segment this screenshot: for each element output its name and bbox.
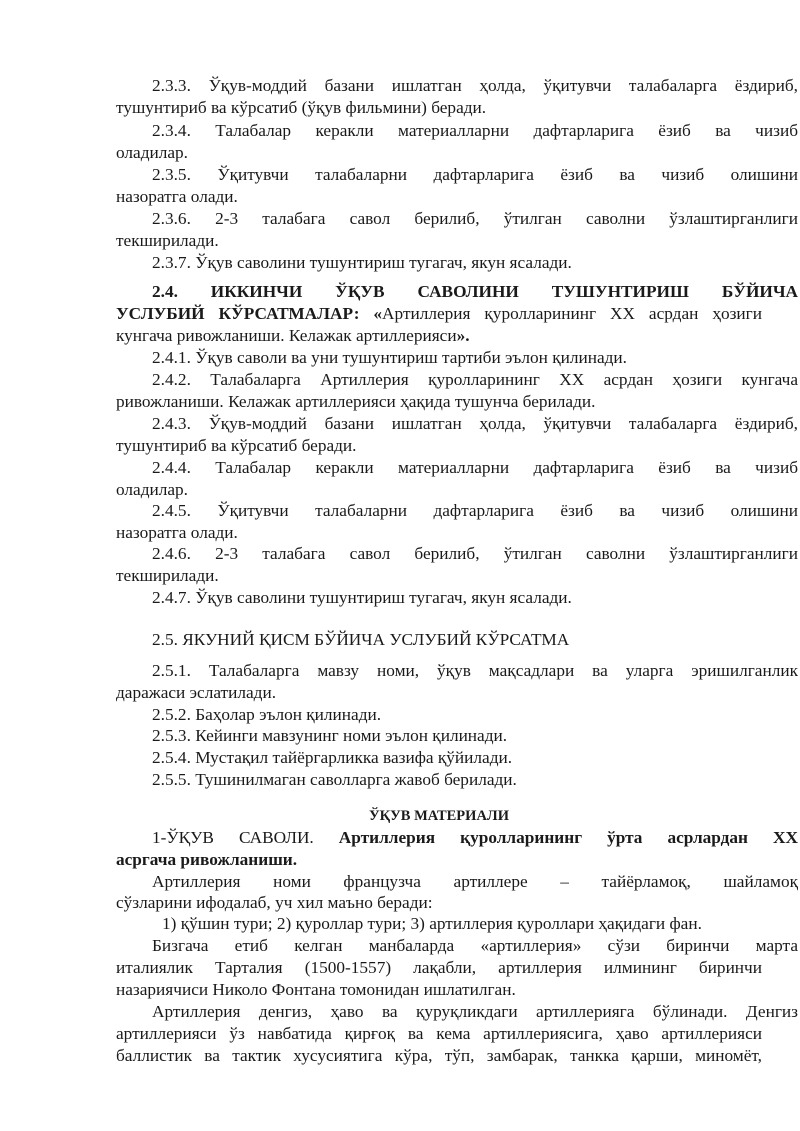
paragraph-2-5-1-cont (116, 682, 762, 704)
text-line: Бизгача етиб келган манбаларда «артиллерия» сўзи биринчи марта (152, 936, 798, 955)
question-1-title (116, 827, 798, 849)
text-line: Артиллерия денгиз, ҳаво ва қуруқликдаги артиллерияга бўлинади. Денгиз (152, 1002, 798, 1021)
paragraph-2-4-3-cont (116, 435, 762, 457)
paragraph-2-3-5 (116, 164, 798, 186)
text-line: тушунтириб ва кўрсатиб беради. (116, 436, 357, 455)
text-line: 2.5.3. Кейинги мавзунинг номи эълон қилинади. (152, 726, 508, 745)
text-line: Артиллерия номи французча артиллере – тайёрламоқ, шайламоқ (152, 872, 798, 891)
question-1-title-cont (116, 849, 762, 871)
text-line: 2.5.1. Талабаларга мавзу номи, ўқув мақсадлари ва уларга эришилганлик (152, 661, 798, 680)
heading-line: 2.4. ИККИНЧИ ЎҚУВ САВОЛИНИ ТУШУНТИРИШ БЎЙИЧА (152, 282, 798, 301)
text-line: ривожланиши. Келажак артиллерияси ҳақида тушунча берилади. (116, 392, 596, 411)
paragraph-2-4-4 (116, 457, 798, 479)
paragraph-2-4-3 (116, 413, 798, 435)
section-2-4-heading-line2 (116, 303, 762, 325)
paragraph-sources (116, 935, 798, 957)
text-line: 2.4.3. Ўқув-моддий базани ишлатган ҳолда, ўқитувчи талабаларга ёздириб, (152, 414, 798, 433)
heading-bold: ». (456, 326, 470, 345)
material-heading (116, 806, 762, 828)
paragraph-2-4-2 (116, 369, 798, 391)
paragraph-artillery-name-cont (116, 892, 762, 914)
paragraph-2-4-6 (116, 543, 798, 565)
question-title: асргача ривожланиши. (116, 850, 298, 869)
paragraph-2-3-5-cont (116, 186, 762, 208)
text-line: 2.5.2. Баҳолар эълон қилинади. (152, 705, 382, 724)
text-line: 2.4.4. Талабалар керакли материалларни дафтарларига ёзиб ва чизиб (152, 458, 798, 477)
paragraph-2-5-5 (116, 769, 798, 791)
text-line: 2.4.5. Ўқитувчи талабаларни дафтарларига ёзиб ва чизиб олишини (152, 501, 798, 520)
section-2-5-heading (116, 629, 798, 651)
text-line: оладилар. (116, 480, 189, 499)
text-line: тушунтириб ва кўрсатиб (ўқув фильмини) беради. (116, 98, 487, 117)
paragraph-2-3-3-cont (116, 97, 762, 119)
heading-bold: УСЛУБИЙ КЎРСАТМАЛАР: « (116, 304, 383, 323)
section-2-4-heading-line3 (116, 325, 762, 347)
text-line: назоратга олади. (116, 187, 238, 206)
text-line: италиялик Тарталия (1500-1557) лақабли, артиллерия илмининг биринчи (116, 958, 762, 977)
text-line: 2.3.4. Талабалар керакли материалларни дафтарларига ёзиб ва чизиб (152, 121, 798, 140)
text-line: сўзларини ифодалаб, уч хил маъно беради: (116, 893, 433, 912)
paragraph-2-3-3 (116, 75, 798, 97)
paragraph-2-4-6-cont (116, 565, 762, 587)
paragraph-2-3-7 (116, 252, 798, 274)
paragraph-2-5-2 (116, 704, 798, 726)
paragraph-2-3-6-cont (116, 230, 762, 252)
heading-text: Артиллерия қуролларининг ХХ асрдан ҳозиги (382, 304, 763, 323)
question-title: Артиллерия қуролларининг ўрта асрлардан ХХ (338, 828, 798, 847)
paragraph-2-5-4 (116, 747, 798, 769)
text-line: баллистик ва тактик хусусиятига кўра, тўп, замбарак, танкка қарши, миномёт, (116, 1046, 762, 1065)
paragraph-2-5-1 (116, 660, 798, 682)
text-line: назоратга олади. (116, 523, 238, 542)
paragraph-2-4-2-cont (116, 391, 762, 413)
paragraph-2-4-7 (116, 587, 798, 609)
text-line: оладилар. (116, 143, 189, 162)
text-line: даражаси эслатилади. (116, 683, 277, 702)
paragraph-2-5-3 (116, 725, 798, 747)
paragraph-artillery-types (116, 1001, 798, 1023)
text-line: 2.3.3. Ўқув-моддий базани ишлатган ҳолда, ўқитувчи талабаларга ёздириб, (152, 76, 798, 95)
text-line: назариячиси Николо Фонтана томонидан ишлатилган. (116, 980, 516, 999)
paragraph-2-3-4 (116, 120, 798, 142)
paragraph-2-4-5 (116, 500, 798, 522)
paragraph-artillery-name (116, 871, 798, 893)
paragraph-artillery-types-line2 (116, 1023, 762, 1045)
text-line: текширилади. (116, 566, 219, 585)
text-line: 1) қўшин тури; 2) қуроллар тури; 3) артиллерия қуроллари ҳақидаги фан. (162, 914, 702, 933)
text-line: 2.5.5. Тушинилмаган саволларга жавоб берилади. (152, 770, 517, 789)
text-line: 2.4.2. Талабаларга Артиллерия қуролларининг ХХ асрдан ҳозиги кунгача (152, 370, 798, 389)
paragraph-2-4-4-cont (116, 479, 762, 501)
heading-text: кунгача ривожланиши. Келажак артиллерияси (116, 326, 457, 345)
text-line: текширилади. (116, 231, 219, 250)
text-line: 2.5.4. Мустақил тайёргарликка вазифа қўйилади. (152, 748, 513, 767)
heading-text: ЎҚУВ МАТЕРИАЛИ (368, 808, 509, 824)
paragraph-sources-line3 (116, 979, 762, 1001)
paragraph-sources-line2 (116, 957, 762, 979)
text-line: 2.4.6. 2-3 талабага савол берилиб, ўтилган саволни ўзлаштирганлиги (152, 544, 798, 563)
text-line: 2.4.1. Ўқув саволи ва уни тушунтириш тартиби эълон қилинади. (152, 348, 627, 367)
section-2-4-heading (116, 281, 798, 303)
paragraph-artillery-meanings (116, 913, 800, 935)
paragraph-2-4-5-cont (116, 522, 762, 544)
paragraph-artillery-types-line3 (116, 1045, 762, 1067)
text-line: 2.3.7. Ўқув саволини тушунтириш тугагач, якун ясалади. (152, 253, 572, 272)
paragraph-2-3-4-cont (116, 142, 762, 164)
heading-text: 2.5. ЯКУНИЙ ҚИСМ БЎЙИЧА УСЛУБИЙ КЎРСАТМА (152, 630, 570, 649)
text-line: 2.3.6. 2-3 талабага савол берилиб, ўтилган саволни ўзлаштирганлиги (152, 209, 798, 228)
text-line: 2.3.5. Ўқитувчи талабаларни дафтарларига ёзиб ва чизиб олишини (152, 165, 798, 184)
paragraph-2-3-6 (116, 208, 798, 230)
text-line: артиллерияси ўз навбатида қирғоқ ва кема артиллериясига, ҳаво артиллерияси (116, 1024, 762, 1043)
paragraph-2-4-1 (116, 347, 798, 369)
question-label: 1-ЎҚУВ САВОЛИ. (152, 828, 314, 847)
text-line: 2.4.7. Ўқув саволини тушунтириш тугагач, якун ясалади. (152, 588, 572, 607)
